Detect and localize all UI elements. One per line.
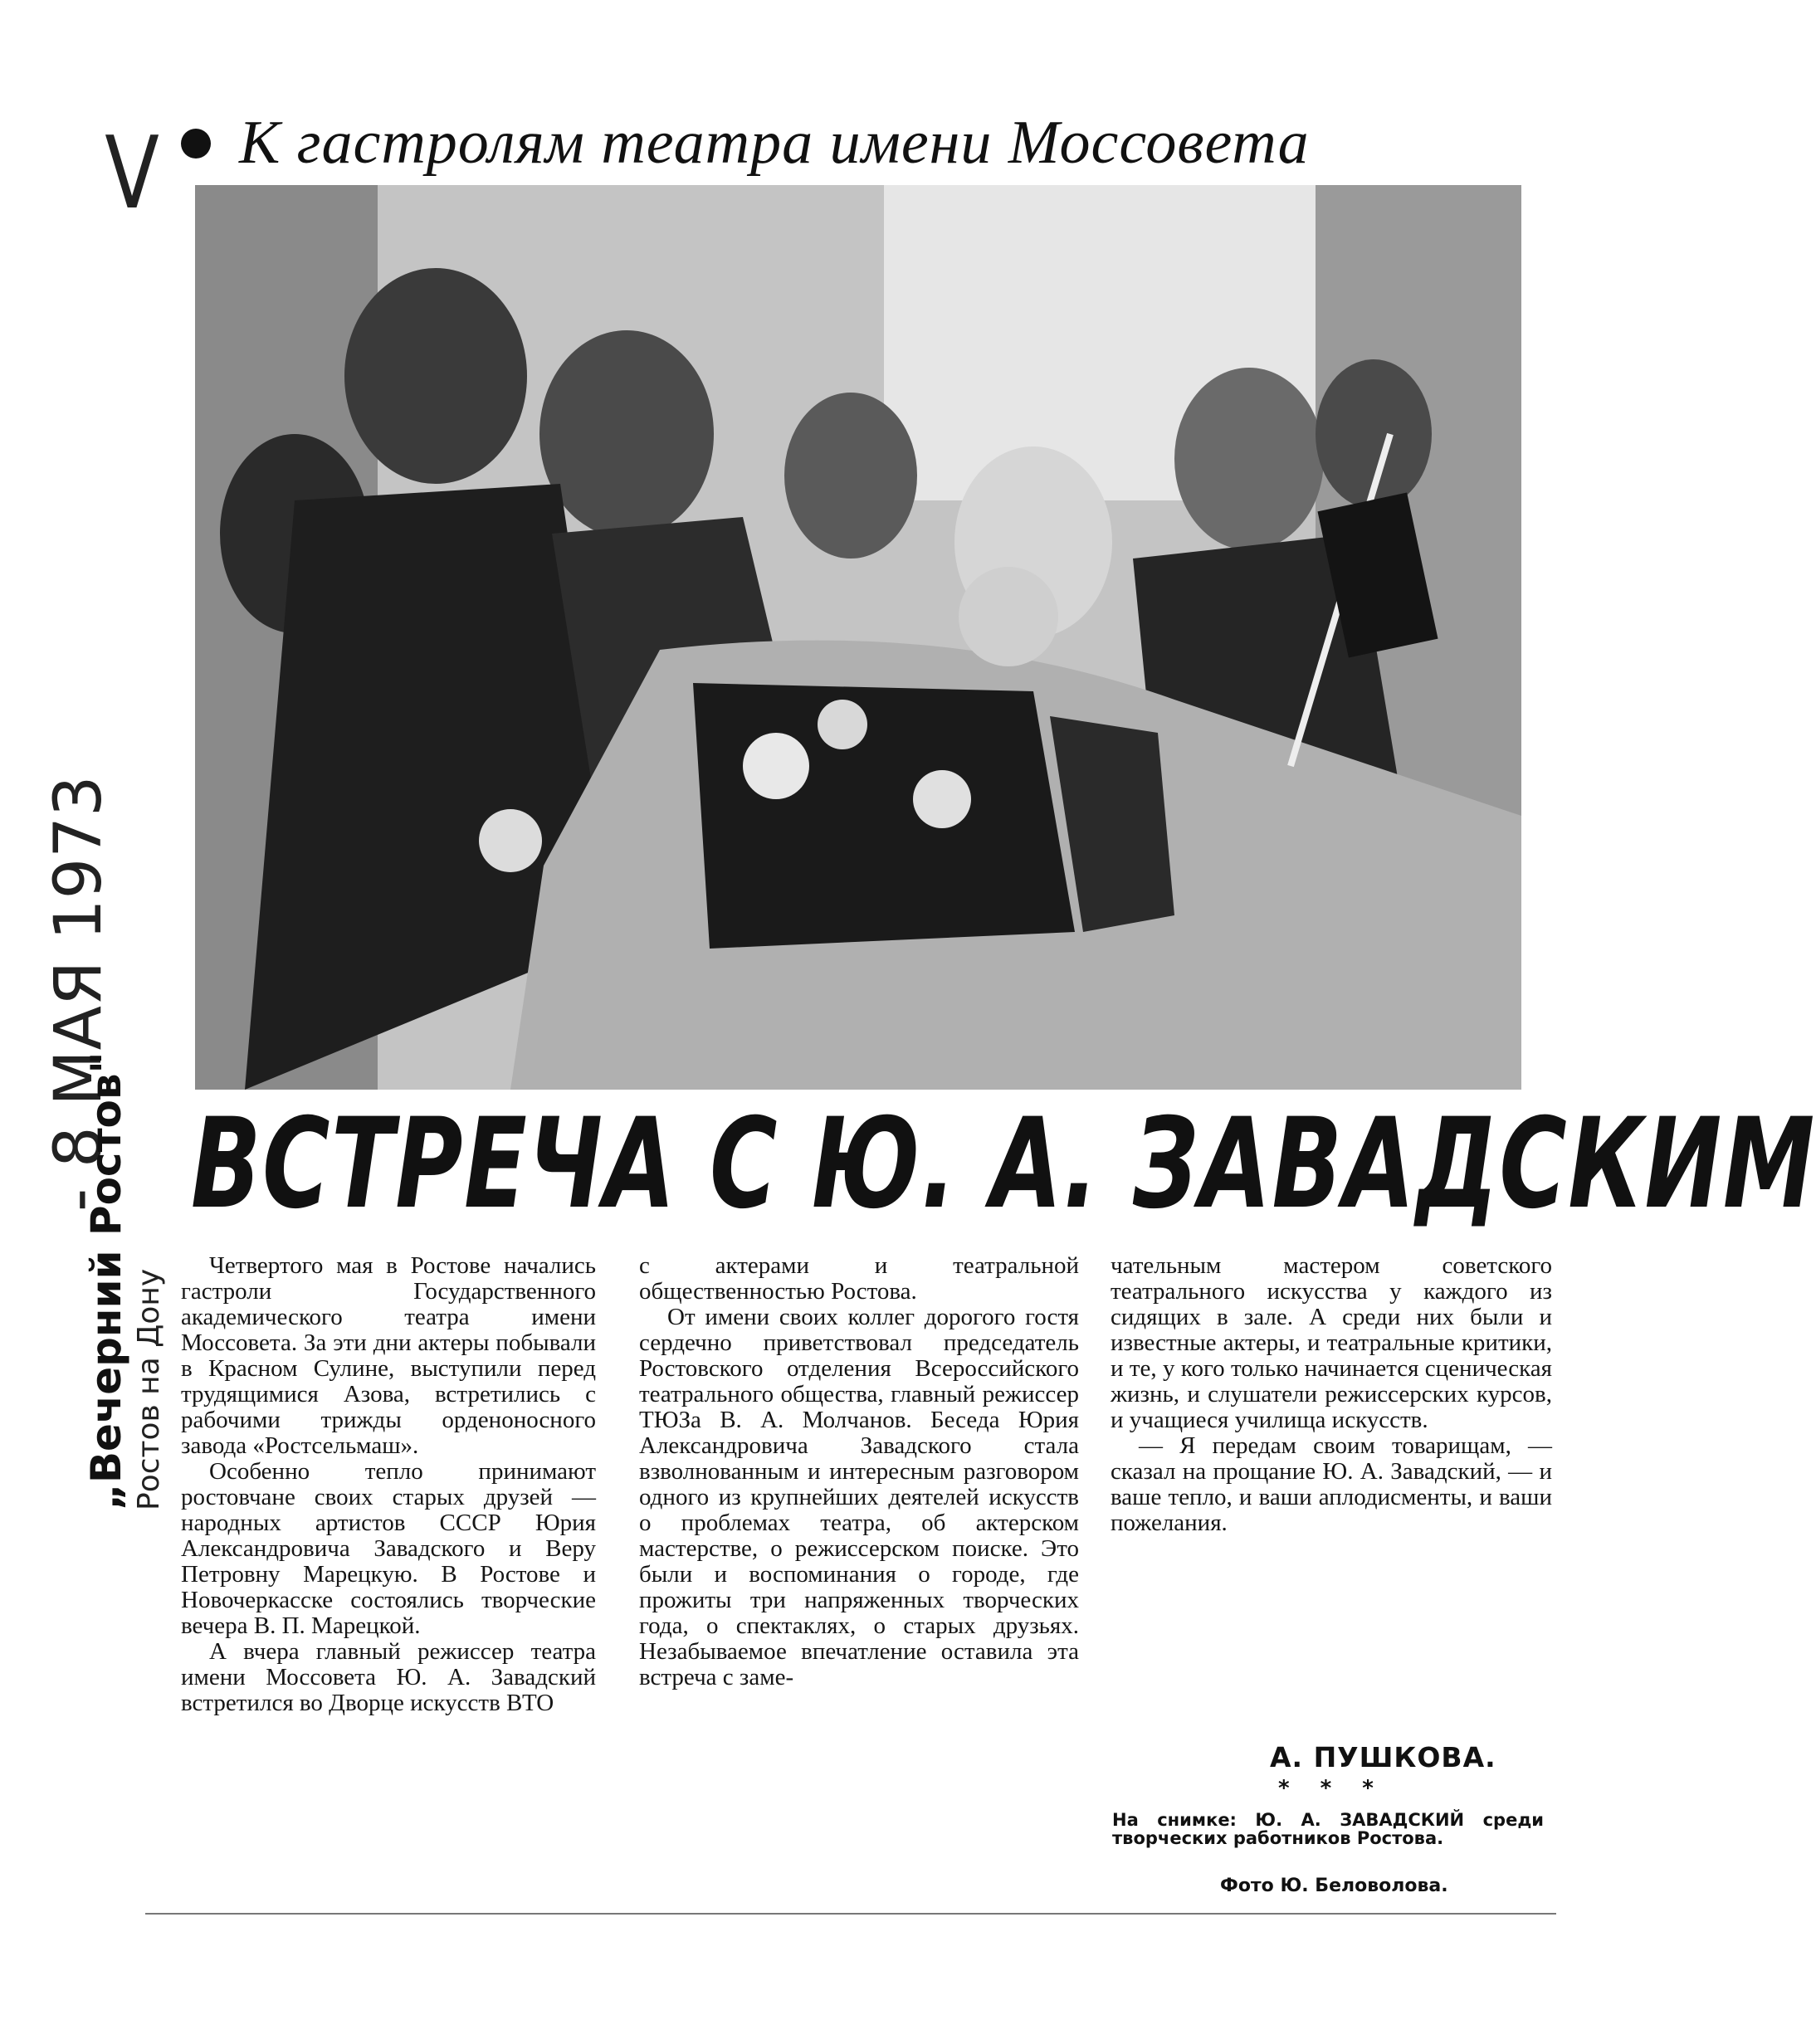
headline: ВСТРЕЧА С Ю. А. ЗАВАДСКИМ	[191, 1092, 1816, 1237]
paragraph: Особенно тепло принимают ростовчане своих старых друзей — народных артистов СССР Юрия Александровича Завадского и Веру Петровну Марецкую. В Ростове и Новочеркасске состоялись творческие вечера В. П. Марецкой.	[181, 1458, 596, 1639]
article-column-2	[639, 1253, 1079, 1690]
photo-credit: Фото Ю. Беловолова.	[1220, 1876, 1448, 1896]
date-stamp: - 8 МАЯ 1973	[41, 775, 116, 1212]
news-photo	[195, 185, 1521, 1090]
article-column-1	[181, 1253, 596, 1716]
photo-illustration	[195, 185, 1521, 1090]
bottom-divider	[145, 1913, 1556, 1915]
paragraph: — Я передам своим товарищам, — сказал на прощание Ю. А. Завадский, — и ваше тепло, и ваши аплодисменты, и ваши пожелания.	[1111, 1432, 1552, 1536]
author-byline: А. ПУШКОВА.	[1270, 1741, 1496, 1773]
article-column-3	[1111, 1253, 1552, 1536]
separator-stars: * * *	[1278, 1776, 1385, 1801]
paragraph: Четвертого мая в Ростове начались гастроли Государственного академического театра имени Моссовета. За эти дни актеры побывали в Красном Сулине, выступили перед трудящимися Азова, встретились с рабочими трижды орденоносного завода «Ростсельмаш».	[181, 1252, 596, 1459]
paragraph: А вчера главный режиссер театра имени Моссовета Ю. А. Завадский встретился во Дворце искусств ВТО	[181, 1638, 596, 1716]
paragraph: с актерами и театральной общественностью Ростова.	[639, 1252, 1079, 1305]
newspaper-source-stamp: „Вечерний Ростов"	[82, 1051, 130, 1510]
photo-caption: На снимке: Ю. А. ЗАВАДСКИЙ среди творческих работников Ростова.	[1112, 1810, 1544, 1848]
bullet-icon	[181, 129, 211, 159]
paragraph: чательным мастером советского театрального искусства у каждого из сидящих в зале. А среди них были и известные актеры, и театральные критики, и те, у кого только начинается сценическая жизнь, и слушатели режиссерских курсов, и учащиеся училища искусств.	[1111, 1252, 1552, 1433]
handwritten-check-mark: V	[105, 116, 159, 232]
rubric-text: К гастролям театра имени Моссовета	[239, 109, 1310, 177]
city-stamp: Ростов на Дону	[132, 1268, 166, 1510]
paragraph: От имени своих коллег дорогого гостя сердечно приветствовал председатель Ростовского отделения Всероссийского театрального общества, главный режиссер ТЮЗа В. А. Молчанов. Беседа Юрия Александровича Завадского стала взволнованным и интересным разговором одного из крупнейших деятелей искусств о проблемах театра, об актерском мастерстве, о режиссерском поиске. Это были и воспоминания о городе, где прожиты три напряженных творческих года, о спектаклях, о старых друзьях. Незабываемое впечатление оставила эта встреча с заме-	[639, 1304, 1079, 1690]
rubric-header	[181, 108, 1310, 178]
